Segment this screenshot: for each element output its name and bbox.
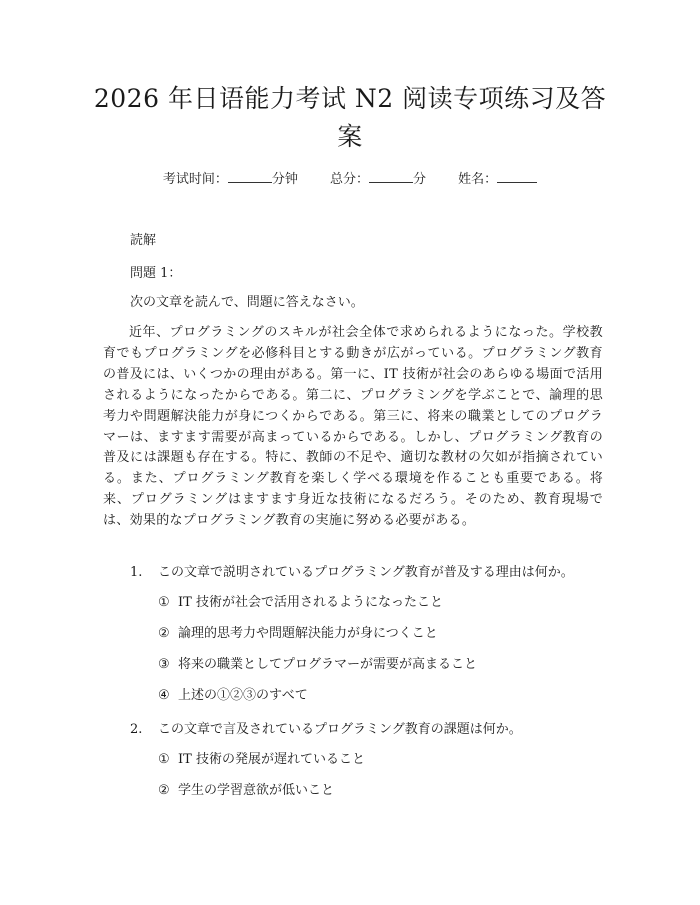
option-mark: ③ [158,657,170,672]
question-number: 1. [130,565,143,580]
answer-option [158,781,334,801]
exam-time-blank [228,168,272,183]
option-mark: ④ [158,688,170,703]
option-mark: ① [158,595,170,610]
exam-time-field [163,168,298,190]
option-mark: ② [158,783,170,798]
total-score-blank [369,168,413,183]
question-text: この文章で説明されているプログラミング教育が普及する理由は何か。 [158,565,574,580]
answer-option [158,750,365,770]
instruction-text: 次の文章を読んで、問題に答えなさい。 [130,295,364,310]
exam-info-row [0,168,700,190]
question-1 [130,563,610,583]
reading-passage: 近年、プログラミングのスキルが社会全体で求められるようになった。学校教育でもプログラミングを必修科目とする動きが広がっている。プログラミング教育の普及には、いくつかの理由がある。第一に、IT 技術が社会のあらゆる場面で活用されるようになったからである。第二に、プログラミングを学ぶことで、論理的思考力や問題解決能力が身につくからである。第三に、将来の職業としてのプログラマーは、ますます需要が高まっているからである。しかし、プログラミング教育の普及には課題も存在する。特に、教師の不足や、適切な教材の欠如が指摘されている。また、プログラミング教育を楽しく学べる環境を作ることも重要である。将来、プログラミングはますます身近な技術になるだろう。そのため、教育現場では、効果的なプログラミング教育の実施に努める必要がある。 [103,325,603,529]
question-text: この文章で言及されているプログラミング教育の課題は何か。 [158,722,522,737]
option-text: 学生の学習意欲が低いこと [178,783,335,798]
option-text: IT 技術が社会で活用されるようになったこと [178,595,443,610]
option-text: 将来の職業としてプログラマーが需要が高まること [178,657,478,672]
name-field [458,168,537,190]
title-line-1: 2026 年日语能力考试 N2 阅读专项练习及答 [93,84,607,113]
answer-option [158,593,443,613]
title-line-2: 案 [337,122,363,151]
name-blank [497,168,537,183]
question-group-label: 問題 1： [130,266,182,281]
answer-option [158,686,308,706]
option-text: 上述の①②③のすべて [178,688,308,703]
option-text: IT 技術の発展が遅れていること [178,752,365,767]
document-title [90,80,610,156]
answer-option [158,655,477,675]
total-score-label: 总分： [329,172,369,187]
section-title: 読解 [130,233,157,248]
name-label: 姓名： [458,172,498,187]
exam-time-label: 考试时间： [162,172,228,187]
option-mark: ② [158,626,170,641]
question-number: 2. [130,722,143,737]
exam-time-unit: 分钟 [271,172,298,187]
total-score-field [330,168,426,190]
option-mark: ① [158,752,170,767]
option-text: 論理的思考力や問題解決能力が身につくこと [178,626,438,641]
question-2 [130,720,610,740]
answer-option [158,624,438,644]
total-score-unit: 分 [413,172,427,187]
